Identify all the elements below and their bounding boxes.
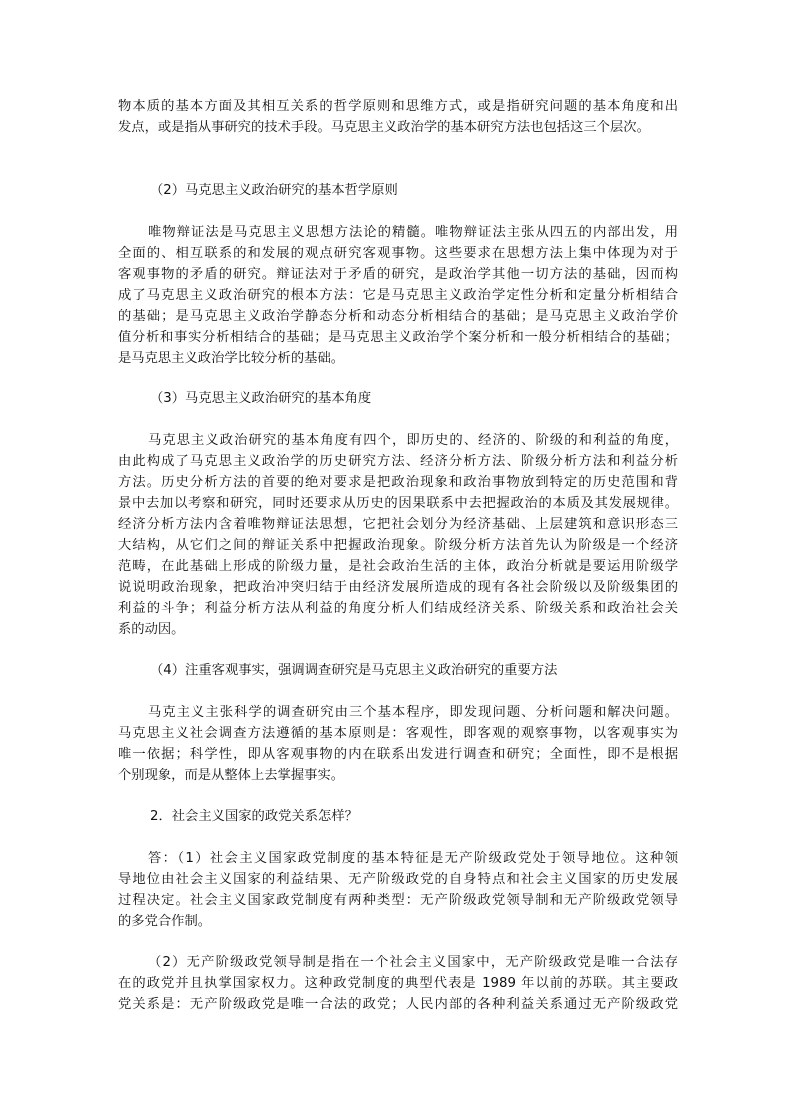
- section-4-paragraph: [118, 702, 678, 786]
- text-line: 导地位由社会主义国家的利益结果、无产阶级政党的自身特点和社会主义国家的历史发展: [118, 872, 678, 887]
- question-2-part-2-paragraph: [118, 952, 678, 1015]
- intro-paragraph: [118, 96, 678, 138]
- section-3-paragraph: [118, 430, 678, 640]
- text-line: 方法。历史分析方法的首要的绝对要求是把政治现象和政治事物放到特定的历史范围和背: [118, 475, 678, 490]
- text-line: 马克思主义政治研究的基本角度有四个，即历史的、经济的、阶级的和利益的角度，: [148, 433, 678, 448]
- text-line: 发点，或是指从事研究的技术手段。马克思主义政治学的基本研究方法也包括这三个层次。: [118, 120, 650, 135]
- section-4-heading: （4）注重客观事实，强调调查研究是马克思主义政治研究的重要方法: [150, 663, 558, 678]
- text-line: 全面的、相互联系的和发展的观点研究客观事物。这些要求在思想方法上集中体现为对于: [118, 246, 678, 261]
- text-line: 景中去加以考察和研究，同时还要求从历史的因果联系中去把握政治的本质及其发展规律。: [118, 496, 678, 511]
- text-line: 物本质的基本方面及其相互关系的哲学原则和思维方式，或是指研究问题的基本角度和出: [118, 99, 678, 114]
- text-line: 经济分析方法内含着唯物辩证法思想，它把社会划分为经济基础、上层建筑和意识形态三: [118, 517, 678, 532]
- text-line: （2）无产阶级政党领导制是指在一个社会主义国家中，无产阶级政党是唯一合法存: [148, 955, 678, 970]
- text-line: 客观事物的矛盾的研究。辩证法对于矛盾的研究，是政治学其他一切方法的基础，因而构: [118, 267, 678, 282]
- text-line: 答：（1）社会主义国家政党制度的基本特征是无产阶级政党处于领导地位。这种领: [148, 851, 678, 866]
- text-line: 值分析和事实分析相结合的基础；是马克思主义政治学个案分析和一般分析相结合的基础；: [118, 330, 678, 345]
- text-line: 系的动因。: [118, 622, 185, 637]
- section-2-heading: （2）马克思主义政治研究的基本哲学原则: [150, 183, 398, 198]
- text-line: 范畴，在此基础上形成的阶级力量，是社会政治生活的主体，政治分析就是要运用阶级学: [118, 559, 678, 574]
- section-2-paragraph: [118, 222, 678, 369]
- text-line: 说说明政治现象，把政治冲突归结于由经济发展所造成的现有各社会阶级以及阶级集团的: [118, 580, 678, 595]
- text-line: 的多党合作制。: [118, 914, 212, 929]
- text-line: 利益的斗争；利益分析方法从利益的角度分析人们结成经济关系、阶级关系和政治社会关: [118, 601, 678, 616]
- text-line: 是马克思主义政治学比较分析的基础。: [118, 351, 345, 366]
- text-line: 在的政党并且执掌国家权力。这种政党制度的典型代表是 1989 年以前的苏联。其主要政: [118, 976, 678, 991]
- text-line: 大结构，从它们之间的辩证关系中把握政治现象。阶级分析方法首先认为阶级是一个经济: [118, 538, 678, 553]
- text-line: 唯物辩证法是马克思主义思想方法论的精髓。唯物辩证法主张从四五的内部出发，用: [148, 225, 678, 240]
- text-line: 马克主义主张科学的调查研究由三个基本程序，即发现问题、分析问题和解决问题。: [148, 705, 678, 720]
- section-3-heading: （3）马克思主义政治研究的基本角度: [150, 391, 372, 406]
- text-line: 过程决定。社会主义国家政党制度有两种类型：无产阶级政党领导制和无产阶级政党领导: [118, 893, 678, 908]
- text-line: 唯一依据；科学性，即从客观事物的内在联系出发进行调查和研究；全面性，即不是根据: [118, 747, 678, 762]
- text-line: 成了马克思主义政治研究的根本方法：它是马克思主义政治学定性分析和定量分析相结合: [118, 288, 678, 303]
- question-2-heading: 2．社会主义国家的政党关系怎样？: [150, 809, 358, 824]
- text-line: 的基础；是马克思主义政治学静态分析和动态分析相结合的基础；是马克思主义政治学价: [118, 309, 678, 324]
- text-line: 个别现象，而是从整体上去掌握事实。: [118, 768, 345, 783]
- question-2-answer-paragraph: [118, 848, 678, 932]
- text-line: 由此构成了马克思主义政治学的历史研究方法、经济分析方法、阶级分析方法和利益分析: [118, 454, 678, 469]
- text-line: 马克思主义社会调查方法遵循的基本原则是：客观性，即客观的观察事物，以客观事实为: [118, 726, 678, 741]
- text-line: 党关系是：无产阶级政党是唯一合法的政党；人民内部的各种利益关系通过无产阶级政党: [118, 997, 678, 1012]
